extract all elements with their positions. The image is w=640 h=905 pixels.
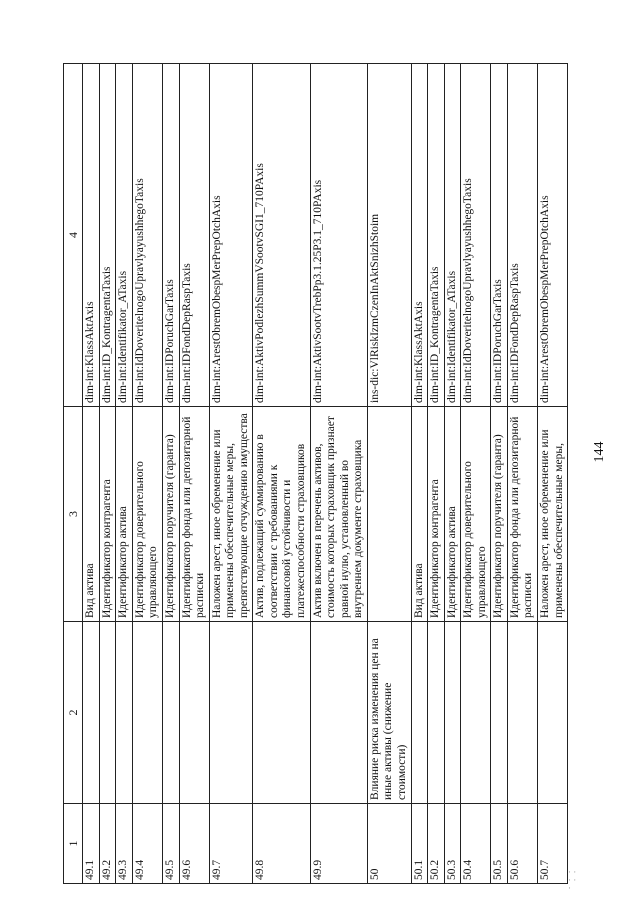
cell-desc: Наложен арест, иное обременение или применены обеспечительные меры, препятствующие отчуждению имущества: [209, 407, 253, 622]
table-header-row: [64, 64, 83, 884]
cell-num: 49.4: [132, 804, 162, 884]
cell-axis: dim-int:IDFondDepRaspTaxis: [179, 64, 209, 407]
table-row: [253, 64, 310, 884]
table-row: [461, 64, 491, 884]
table-row: [367, 64, 411, 884]
cell-group: [538, 622, 568, 804]
cell-desc: Идентификатор фонда или депозитарной расписки: [179, 407, 209, 622]
cell-desc: Актив, подлежащий суммированию в соответствии с требованиями к финансовой устойчивости и платежеспособности страховщиков: [253, 407, 310, 622]
table-row: [132, 64, 162, 884]
table-row: [162, 64, 179, 884]
cell-desc: Вид актива: [83, 407, 100, 622]
table-row: [209, 64, 253, 884]
table-row: [83, 64, 100, 884]
cell-desc: Наложен арест, иное обременение или применены обеспечительные меры,: [538, 407, 568, 622]
cell-axis: dim-int:KlassAktAxis: [411, 64, 428, 407]
table-row: [411, 64, 428, 884]
cell-desc: Идентификатор контрагента: [99, 407, 116, 622]
cell-axis: dim-int:ID_KontragentaTaxis: [99, 64, 116, 407]
cell-group: [491, 622, 508, 804]
table-row: [428, 64, 445, 884]
cell-num: 49.2: [99, 804, 116, 884]
column-header-3: 3: [64, 407, 83, 622]
cell-num: 50.5: [491, 804, 508, 884]
cell-axis: dim-int:AktivPodlezhSummVSootvSGI1_710PAxis: [253, 64, 310, 407]
table-body: [83, 64, 568, 884]
table-row: [179, 64, 209, 884]
cell-group: [253, 622, 310, 804]
cell-num: 50.1: [411, 804, 428, 884]
cell-group: [83, 622, 100, 804]
cell-num: 49.3: [116, 804, 133, 884]
cell-axis: dim-int:IdDoveritelnogoUpravlyayushhegoTaxis: [461, 64, 491, 407]
cell-num: 49.8: [253, 804, 310, 884]
cell-group: [428, 622, 445, 804]
cell-desc: Идентификатор доверительного управляющего: [461, 407, 491, 622]
cell-group: Влияние риска изменения цен на иные активы (снижение стоимости): [367, 622, 411, 804]
cell-axis: dim-int:IDFondDepRaspTaxis: [507, 64, 537, 407]
document-table-container: [63, 64, 575, 884]
cell-axis: dim-int:Identifikator_ATaxis: [116, 64, 133, 407]
cell-group: [507, 622, 537, 804]
cell-desc: Идентификатор доверительного управляющего: [132, 407, 162, 622]
cell-desc: Идентификатор поручителя (гаранта): [162, 407, 179, 622]
column-header-2: 2: [64, 622, 83, 804]
cell-group: [179, 622, 209, 804]
cell-group: [132, 622, 162, 804]
cell-axis: dim-int:ID_KontragentaTaxis: [428, 64, 445, 407]
cell-num: 49.1: [83, 804, 100, 884]
cell-axis: dim-int:AktivSootvTrebPp3.1.25P3.1_710PAxis: [310, 64, 367, 407]
table-row: [507, 64, 537, 884]
cell-group: [162, 622, 179, 804]
column-header-4: 4: [64, 64, 83, 407]
cell-num: 49.6: [179, 804, 209, 884]
cell-num: 50.7: [538, 804, 568, 884]
cell-num: 49.5: [162, 804, 179, 884]
cell-group: [444, 622, 461, 804]
cell-group: [99, 622, 116, 804]
cell-desc: Актив включен в перечень активов, стоимость которых страховщик признает равной нулю, установленный во внутреннем документе страховщика: [310, 407, 367, 622]
cell-axis: dim-int:ArestObremObespMerPrepOtchAxis: [209, 64, 253, 407]
cell-axis: dim-int:IDPoruchGarTaxis: [491, 64, 508, 407]
cell-axis: dim-int:IdDoveritelnogoUpravlyayushhegoTaxis: [132, 64, 162, 407]
cell-axis: dim-int:IDPoruchGarTaxis: [162, 64, 179, 407]
column-header-1: 1: [64, 804, 83, 884]
cell-axis: dim-int:ArestObremObespMerPrepOtchAxis: [538, 64, 568, 407]
cell-desc: Идентификатор фонда или депозитарной расписки: [507, 407, 537, 622]
cell-desc: Идентификатор контрагента: [428, 407, 445, 622]
table-row: [116, 64, 133, 884]
cell-desc: Вид актива: [411, 407, 428, 622]
cell-group: [310, 622, 367, 804]
cell-group: [209, 622, 253, 804]
cell-axis: dim-int:Identifikator_ATaxis: [444, 64, 461, 407]
cell-num: 50.6: [507, 804, 537, 884]
cell-group: [116, 622, 133, 804]
document-table: [63, 63, 568, 884]
table-row: [444, 64, 461, 884]
table-row: [538, 64, 568, 884]
cell-desc: [367, 407, 411, 622]
cell-num: 50.3: [444, 804, 461, 884]
table-row: [491, 64, 508, 884]
cell-num: 50.4: [461, 804, 491, 884]
cell-desc: Идентификатор актива: [444, 407, 461, 622]
cell-desc: Идентификатор поручителя (гаранта): [491, 407, 508, 622]
margin-mark: · · · · ·: [568, 867, 577, 893]
cell-num: 50: [367, 804, 411, 884]
cell-num: 49.9: [310, 804, 367, 884]
page-number: 144: [592, 441, 607, 463]
cell-desc: Идентификатор актива: [116, 407, 133, 622]
cell-group: [461, 622, 491, 804]
cell-num: 49.7: [209, 804, 253, 884]
table-row: [99, 64, 116, 884]
cell-group: [411, 622, 428, 804]
cell-axis: dim-int:KlassAktAxis: [83, 64, 100, 407]
cell-axis: ins-dic:VlRiskIzmCzenInAktSnizhStoim: [367, 64, 411, 407]
table-row: [310, 64, 367, 884]
cell-num: 50.2: [428, 804, 445, 884]
